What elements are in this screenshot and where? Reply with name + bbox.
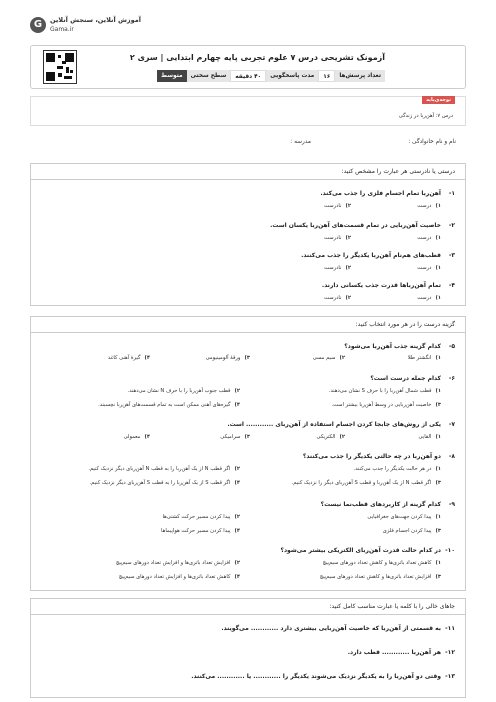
option[interactable]: ۲)اگر قطب N از یک آهن‌ربا را به قطب N آهن‌ربای دیگر نزدیک کنیم. (88, 466, 240, 472)
option[interactable]: ۳)ورقهٔ آلومینیومی (205, 355, 250, 361)
option[interactable]: ۲)قطب جنوب آهن‌ربا را با حرف N نشان می‌دهند. (127, 388, 240, 394)
stat-label-count: تعداد پرسش‌ها (335, 70, 385, 82)
option[interactable]: ۳)افزایش تعداد باتری‌ها و کاهش تعداد دورهای سیم‌پیچ (319, 574, 441, 580)
notice-text: درس ۷: آهن‌ربا در زندگی (398, 113, 453, 119)
option[interactable]: ۱)پیدا کردن جهت‌های جغرافیایی (367, 514, 441, 520)
option[interactable]: ۴)کاهش تعداد باتری‌ها و افزایش تعداد دورهای سیم‌پیچ (118, 574, 240, 580)
option[interactable]: ۲)پیدا کردن مسیر حرکت کشتی‌ها (162, 514, 240, 520)
school-field-label: مدرسه : (290, 139, 311, 145)
option[interactable]: ۱)در هر حالت یکدیگر را جذب می‌کنند. (353, 466, 441, 472)
gama-logo-icon: G (30, 17, 46, 33)
option[interactable]: ۲)الکتریکی (316, 434, 345, 440)
section-multiple-choice: گزینه درست را در هر مورد انتخاب کنید: ۵- کدام گزینه جذب آهن‌ربا می‌شود؟ ۱)انگشتر طلا ۲)سیم مسی ۳)ورقهٔ آلومینیومی ۴)گیرهٔ آهنی کاغذ ۶- کدام جمله درست است؟ ۱)قطب شمال آهن‌ربا را با حرف S نشان می‌دهند. ۲)قطب جنوب آهن‌ربا را با حرف N نشان می‌دهند. ۳)خاصیت آهن‌ربایی در وسط آهن‌ربا بیشتر است. ۴)گیره‌های آهنی ممکن است به تمام قسمت‌های آهن‌ربا نچسبند. ۷- یکی از روش‌های جابجا کردن اجسام استفاده از آهن‌ربای ............ است. ۱)القایی ۲)الکتریکی ۳)سرامیکی ۴)معمولی ۸- دو آهن‌ربا در چه حالتی یکدیگر را جذب می‌کنند؟ ۱)در هر حالت یکدیگر را جذب می‌کنند. ۲)اگر قطب N از یک آهن‌ربا را به قطب N آهن‌ربای دیگر نزدیک کنیم. ۳)اگر قطب N از یک آهن‌ربا و قطب S آهن‌ربای دیگر را نزدیک کنیم. ۴)اگر قطب S از یک آهن‌ربا را به قطب S آهن‌ربای دیگر نزدیک کنیم. ۹- کدام گزینه از کاربردهای قطب‌نما نیست؟ ۱)پیدا کردن جهت‌های جغرافیایی ۲)پیدا کردن مسیر حرکت کشتی‌ها ۳)پیدا کردن اجسام فلزی ۴)پیدا کردن مسیر حرکت هواپیماها ۱۰- در کدام حالت قدرت آهن‌ربای الکتریکی بیشتر می‌شود؟ ۱)کاهش تعداد باتری‌ها و کاهش تعداد دورهای سیم‌پیچ ۲)افزایش تعداد باتری‌ها و افزایش تعداد دورهای سیم‌پیچ ۳)افزایش تعداد باتری‌ها و کاهش تعداد دورهای سیم‌پیچ ۴)کاهش تعداد باتری‌ها و افزایش تعداد دورهای سیم‌پیچ (30, 316, 466, 591)
option[interactable]: ۴)اگر قطب S از یک آهن‌ربا را به قطب S آهن‌ربای دیگر نزدیک کنیم. (89, 480, 240, 486)
option[interactable]: ۲)سیم مسی (312, 355, 345, 361)
option[interactable]: ۳)پیدا کردن اجسام فلزی (382, 528, 441, 534)
option[interactable]: ۴)گیره‌های آهنی ممکن است به تمام قسمت‌های آهن‌ربا نچسبند. (98, 402, 240, 408)
option[interactable]: ۳)اگر قطب N از یک آهن‌ربا و قطب S آهن‌ربای دیگر را نزدیک کنیم. (291, 480, 441, 486)
brand-site: Gama.ir (50, 26, 74, 33)
option[interactable]: ۲)نادرست (324, 265, 351, 271)
brand-slogan: آموزش آنلاین، سنجش آنلاین (50, 16, 142, 24)
stat-value-count: ۱۶ (318, 70, 335, 82)
option[interactable]: ۲)نادرست (324, 203, 351, 209)
qr-code-icon (43, 50, 77, 84)
brand-header (30, 14, 170, 38)
stat-label-duration: مدت پاسخگویی (266, 70, 318, 82)
option[interactable]: ۱)قطب شمال آهن‌ربا را با حرف S نشان می‌دهند. (328, 388, 441, 394)
exam-stats (157, 70, 385, 82)
exam-header (30, 45, 466, 89)
notice-tag: توجه‌ی‌پایه (422, 96, 455, 104)
section-fill-blanks: جاهای خالی را با کلمه یا عبارت مناسب کامل کنید: ۱۱- به قسمتی از آهن‌ربا که خاصیت آهن‌ربایی بیشتری دارد ............ می‌گویند. ۱۲- هر آهن‌ربا ............ قطب دارد. ۱۳- وقتی دو آهن‌ربا را به یکدیگر نزدیک می‌شوند یکدیگر را ............ یا ............ می‌کنند. (30, 598, 466, 698)
option[interactable]: ۱)درست (417, 203, 441, 209)
notice-box (30, 96, 466, 126)
exam-title: آزمونک تشریحی درس ۷ علوم تجربی پایه چهارم ابتدایی | سری ۲ (129, 53, 385, 62)
option[interactable]: ۲)نادرست (324, 235, 351, 241)
option[interactable]: ۱)درست (417, 235, 441, 241)
stat-value-duration: ۴۰ دقیقه (230, 70, 266, 82)
option[interactable]: ۱)کاهش تعداد باتری‌ها و کاهش تعداد دورهای سیم‌پیچ (322, 560, 441, 566)
stat-label-difficulty: سطح سختی (187, 70, 231, 82)
name-field-label: نام و نام خانوادگی : (408, 139, 456, 145)
option[interactable]: ۱)القایی (418, 434, 441, 440)
stat-value-difficulty: متوسط (157, 70, 187, 82)
option[interactable]: ۳)خاصیت آهن‌ربایی در وسط آهن‌ربا بیشتر است. (331, 402, 441, 408)
option[interactable]: ۳)سرامیکی (220, 434, 250, 440)
option[interactable]: ۴)گیرهٔ آهنی کاغذ (107, 355, 150, 361)
section-title: جاهای خالی را با کلمه یا عبارت مناسب کامل کنید: (329, 603, 455, 610)
option[interactable]: ۱)درست (417, 295, 441, 301)
section-true-false: درستی یا نادرستی هر عبارت را مشخص کنید: ۱- آهن‌ربا تمام اجسام فلزی را جذب می‌کند. ۱)درست ۲)نادرست ۲- خاصیت آهن‌ربایی در تمام قسمت‌های آهن‌ربا یکسان است. ۱)درست ۲)نادرست ۳- قطب‌های هم‌نام آهن‌ربا یکدیگر را جذب می‌کنند. ۱)درست ۲)نادرست ۴- تمام آهن‌رباها قدرت جذب یکسانی دارند. ۱)درست ۲)نادرست (30, 163, 466, 306)
option[interactable]: ۲)نادرست (324, 295, 351, 301)
option[interactable]: ۲)افزایش تعداد باتری‌ها و افزایش تعداد دورهای سیم‌پیچ (115, 560, 240, 566)
option[interactable]: ۱)انگشتر طلا (407, 355, 441, 361)
section-title: درستی یا نادرستی هر عبارت را مشخص کنید: (341, 168, 455, 175)
option[interactable]: ۴)پیدا کردن مسیر حرکت هواپیماها (161, 528, 240, 534)
option[interactable]: ۱)درست (417, 265, 441, 271)
option[interactable]: ۴)معمولی (123, 434, 150, 440)
section-title: گزینه درست را در هر مورد انتخاب کنید: (355, 321, 455, 328)
